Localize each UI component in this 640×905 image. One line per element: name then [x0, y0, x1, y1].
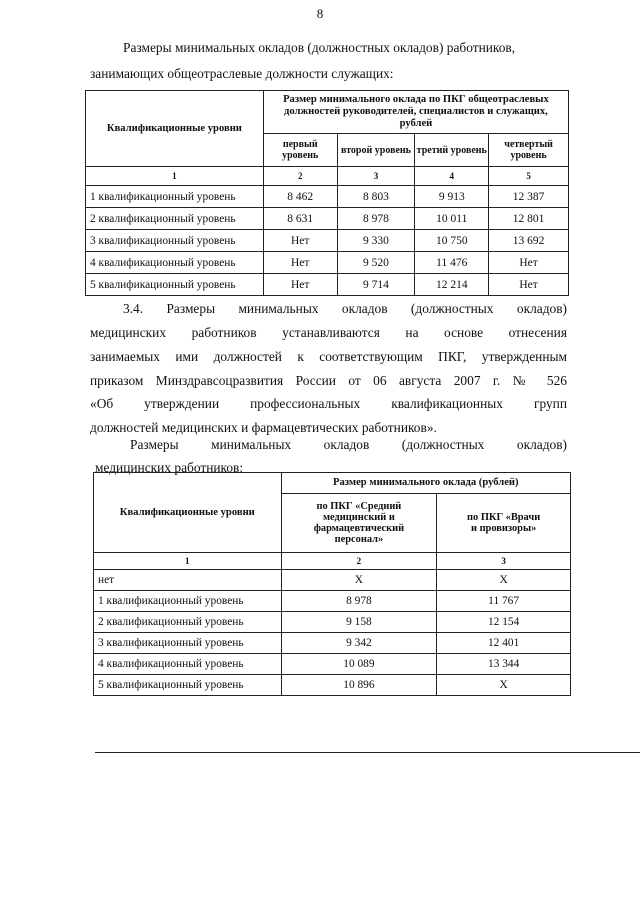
intro2-line1: Размеры минимальных окладов (должностных окладов)	[130, 437, 567, 452]
t2-value-cell: 8 978	[281, 591, 437, 612]
table-row	[86, 274, 569, 296]
t1-level-cell: 1 квалификационный уровень	[86, 186, 264, 208]
t1-level-header: Квалификационные уровни	[86, 91, 264, 167]
t2-value-cell: Х	[281, 570, 437, 591]
para34-line6: должностей медицинских и фармацевтических работников».	[90, 420, 437, 435]
t1-value-cell: 9 330	[337, 230, 415, 252]
t2-col-number: 1	[94, 553, 282, 570]
t1-sub-header: первый уровень	[263, 134, 337, 167]
t2-col-number: 3	[437, 553, 571, 570]
t2-level-header: Квалификационные уровни	[94, 473, 282, 553]
t1-col-number: 4	[415, 167, 489, 186]
t2-level-cell: 1 квалификационный уровень	[94, 591, 282, 612]
salary-table-general	[85, 90, 569, 296]
table-row	[86, 230, 569, 252]
t1-value-cell: Нет	[489, 252, 569, 274]
t2-value-cell: Х	[437, 570, 571, 591]
t1-value-cell: Нет	[489, 274, 569, 296]
t2-main-header: Размер минимального оклада (рублей)	[281, 473, 570, 494]
page-number: 8	[316, 6, 324, 21]
t1-level-cell: 3 квалификационный уровень	[86, 230, 264, 252]
para34-line3: занимаемых ими должностей к соответствующим ПКГ, утвержденным	[90, 349, 567, 364]
t1-sub-header: второй уровень	[337, 134, 415, 167]
table-row	[94, 591, 571, 612]
t1-col-number: 2	[263, 167, 337, 186]
t1-col-number: 3	[337, 167, 415, 186]
t1-level-cell: 5 квалификационный уровень	[86, 274, 264, 296]
t2-value-cell: 13 344	[437, 654, 571, 675]
table-row	[86, 252, 569, 274]
t1-value-cell: 9 520	[337, 252, 415, 274]
t2-level-cell: 3 квалификационный уровень	[94, 633, 282, 654]
table-row	[86, 186, 569, 208]
t1-value-cell: Нет	[263, 274, 337, 296]
t1-value-cell: 12 801	[489, 208, 569, 230]
para34-line5: «Об утверждении профессиональных квалификационных групп	[90, 396, 567, 411]
t2-level-cell: 2 квалификационный уровень	[94, 612, 282, 633]
t1-col-number: 5	[489, 167, 569, 186]
t2-level-cell: 4 квалификационный уровень	[94, 654, 282, 675]
table-row	[94, 570, 571, 591]
para34-line2: медицинских работников устанавливаются на основе отнесения	[90, 325, 567, 340]
intro2-line2: медицинских работников:	[95, 460, 244, 475]
t2-level-cell: 5 квалификационный уровень	[94, 675, 282, 696]
t1-value-cell: 8 978	[337, 208, 415, 230]
t2-value-cell: 9 158	[281, 612, 437, 633]
t2-value-cell: 10 896	[281, 675, 437, 696]
t1-main-header: Размер минимального оклада по ПКГ общеотраслевых должностей руководителей, специалистов и служащих, рублей	[263, 91, 568, 134]
t2-value-cell: 9 342	[281, 633, 437, 654]
t1-col-number: 1	[86, 167, 264, 186]
table-row	[94, 633, 571, 654]
t1-level-cell: 4 квалификационный уровень	[86, 252, 264, 274]
intro1-line2: занимающих общеотраслевые должности служащих:	[90, 66, 394, 81]
t2-col-number: 2	[281, 553, 437, 570]
t1-value-cell: 9 714	[337, 274, 415, 296]
t1-value-cell: Нет	[263, 252, 337, 274]
t2-value-cell: Х	[437, 675, 571, 696]
t1-sub-header: четвертый уровень	[489, 134, 569, 167]
t1-value-cell: 12 387	[489, 186, 569, 208]
t1-value-cell: 10 011	[415, 208, 489, 230]
t1-value-cell: Нет	[263, 230, 337, 252]
t2-value-cell: 12 401	[437, 633, 571, 654]
table-row	[86, 208, 569, 230]
table-row	[94, 675, 571, 696]
t1-value-cell: 8 803	[337, 186, 415, 208]
t1-value-cell: 11 476	[415, 252, 489, 274]
t2-value-cell: 12 154	[437, 612, 571, 633]
salary-table-medical	[93, 472, 571, 696]
table-row	[94, 654, 571, 675]
t1-value-cell: 12 214	[415, 274, 489, 296]
t1-value-cell: 10 750	[415, 230, 489, 252]
t2-sub-header: по ПКГ «Средний медицинский и фармацевтический персонал»	[281, 494, 437, 553]
t1-value-cell: 8 462	[263, 186, 337, 208]
table-row	[94, 612, 571, 633]
para34-line1: 3.4. Размеры минимальных окладов (должностных окладов)	[123, 301, 567, 316]
t2-value-cell: 11 767	[437, 591, 571, 612]
t1-sub-header: третий уровень	[415, 134, 489, 167]
footer-divider	[95, 752, 640, 753]
intro1-line1: Размеры минимальных окладов (должностных окладов) работников,	[123, 40, 516, 55]
t2-level-cell: нет	[94, 570, 282, 591]
t1-value-cell: 13 692	[489, 230, 569, 252]
t1-value-cell: 9 913	[415, 186, 489, 208]
t1-value-cell: 8 631	[263, 208, 337, 230]
t2-sub-header: по ПКГ «Врачи и провизоры»	[437, 494, 571, 553]
t1-level-cell: 2 квалификационный уровень	[86, 208, 264, 230]
t2-value-cell: 10 089	[281, 654, 437, 675]
para34-line4: приказом Минздравсоцразвития России от 06 августа 2007 г. № 526	[90, 373, 567, 388]
